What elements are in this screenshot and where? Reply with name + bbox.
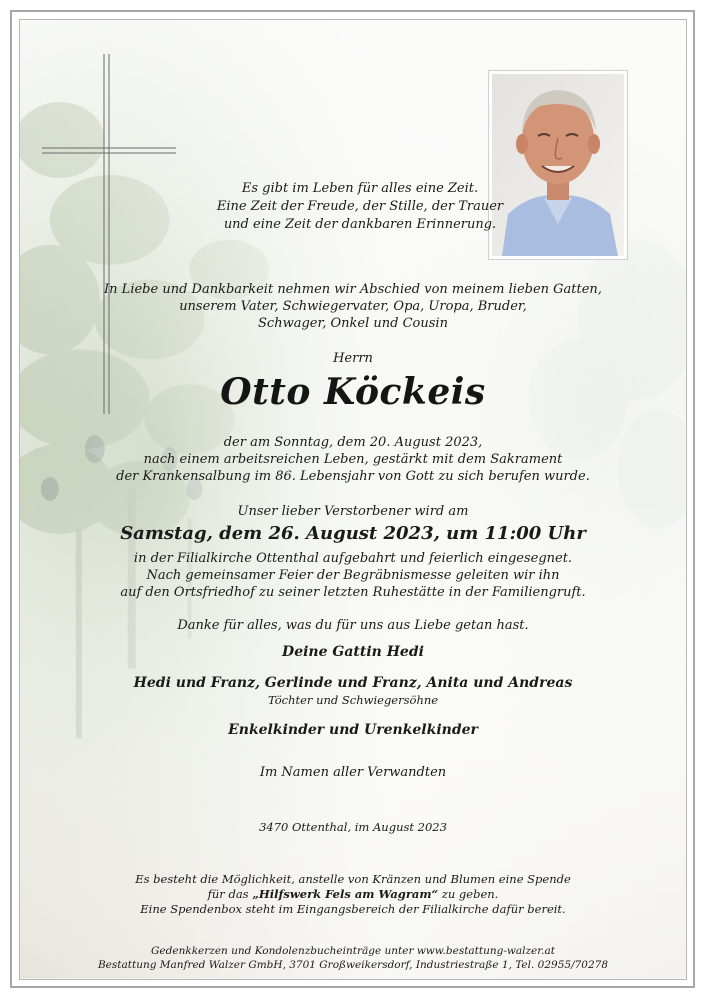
deceased-name: Otto Köckeis [220, 371, 486, 413]
mourner-children: Hedi und Franz, Gerlinde und Franz, Anita und Andreas [133, 675, 573, 691]
death-line: der am Sonntag, dem 20. August 2023, [223, 435, 483, 450]
mourner-relatives: Im Namen aller Verwandten [259, 765, 447, 780]
donation-line [20, 887, 686, 902]
opening-quote [160, 180, 560, 234]
place-date: 3470 Ottenthal, im August 2023 [259, 820, 447, 834]
mourner-grandchildren: Enkelkinder und Urenkelkinder [228, 722, 478, 738]
notice-card [19, 19, 687, 980]
quote-line: und eine Zeit der dankbaren Erinnerung. [223, 217, 497, 232]
donation-organization: „Hilfswerk Fels am Wagram“ [252, 887, 439, 901]
funeral-intro: Unser lieber Verstorbener wird am [237, 504, 469, 519]
donation-line: Es besteht die Möglichkeit, anstelle von Kränzen und Blumen eine Spende [135, 872, 571, 886]
thanks-line: Danke für alles, was du für uns aus Liebe getan hast. [177, 618, 529, 633]
death-line: nach einem arbeitsreichen Leben, gestärkt mit dem Sakrament [143, 452, 563, 467]
donation-prefix: für das [207, 887, 253, 901]
intro-line: Schwager, Onkel und Cousin [258, 316, 448, 331]
quote-line: Es gibt im Leben für alles eine Zeit. [241, 181, 479, 196]
intro-line: unserem Vater, Schwiegervater, Opa, Uropa, Bruder, [179, 299, 527, 314]
donation-line: Eine Spendenbox steht im Eingangsbereich der Filialkirche dafür bereit. [140, 902, 566, 916]
funeral-detail-line: Nach gemeinsamer Feier der Begräbnismesse geleiten wir ihn [146, 568, 560, 583]
notice-content [20, 20, 686, 979]
footer-line: Gedenkkerzen und Kondolenzbucheinträge unter www.bestattung-walzer.at [151, 945, 555, 957]
donation-suffix: zu geben. [438, 887, 499, 901]
footer-line: Bestattung Manfred Walzer GmbH, 3701 Großweikersdorf, Industriestraße 1, Tel. 02955/70278 [97, 959, 609, 971]
salutation: Herrn [333, 351, 373, 366]
mourner-children-caption: Töchter und Schwiegersöhne [267, 693, 439, 707]
funeral-detail-line: auf den Ortsfriedhof zu seiner letzten Ruhestätte in der Familiengruft. [120, 585, 586, 600]
mourner-wife: Deine Gattin Hedi [282, 644, 424, 660]
intro-line: In Liebe und Dankbarkeit nehmen wir Abschied von meinem lieben Gatten, [104, 282, 602, 297]
funeral-detail-line: in der Filialkirche Ottenthal aufgebahrt und feierlich eingesegnet. [133, 551, 573, 566]
death-line: der Krankensalbung im 86. Lebensjahr von Gott zu sich berufen wurde. [116, 469, 590, 484]
quote-line: Eine Zeit der Freude, der Stille, der Trauer [216, 199, 504, 214]
funeral-date: Samstag, dem 26. August 2023, um 11:00 Uhr [120, 523, 586, 544]
